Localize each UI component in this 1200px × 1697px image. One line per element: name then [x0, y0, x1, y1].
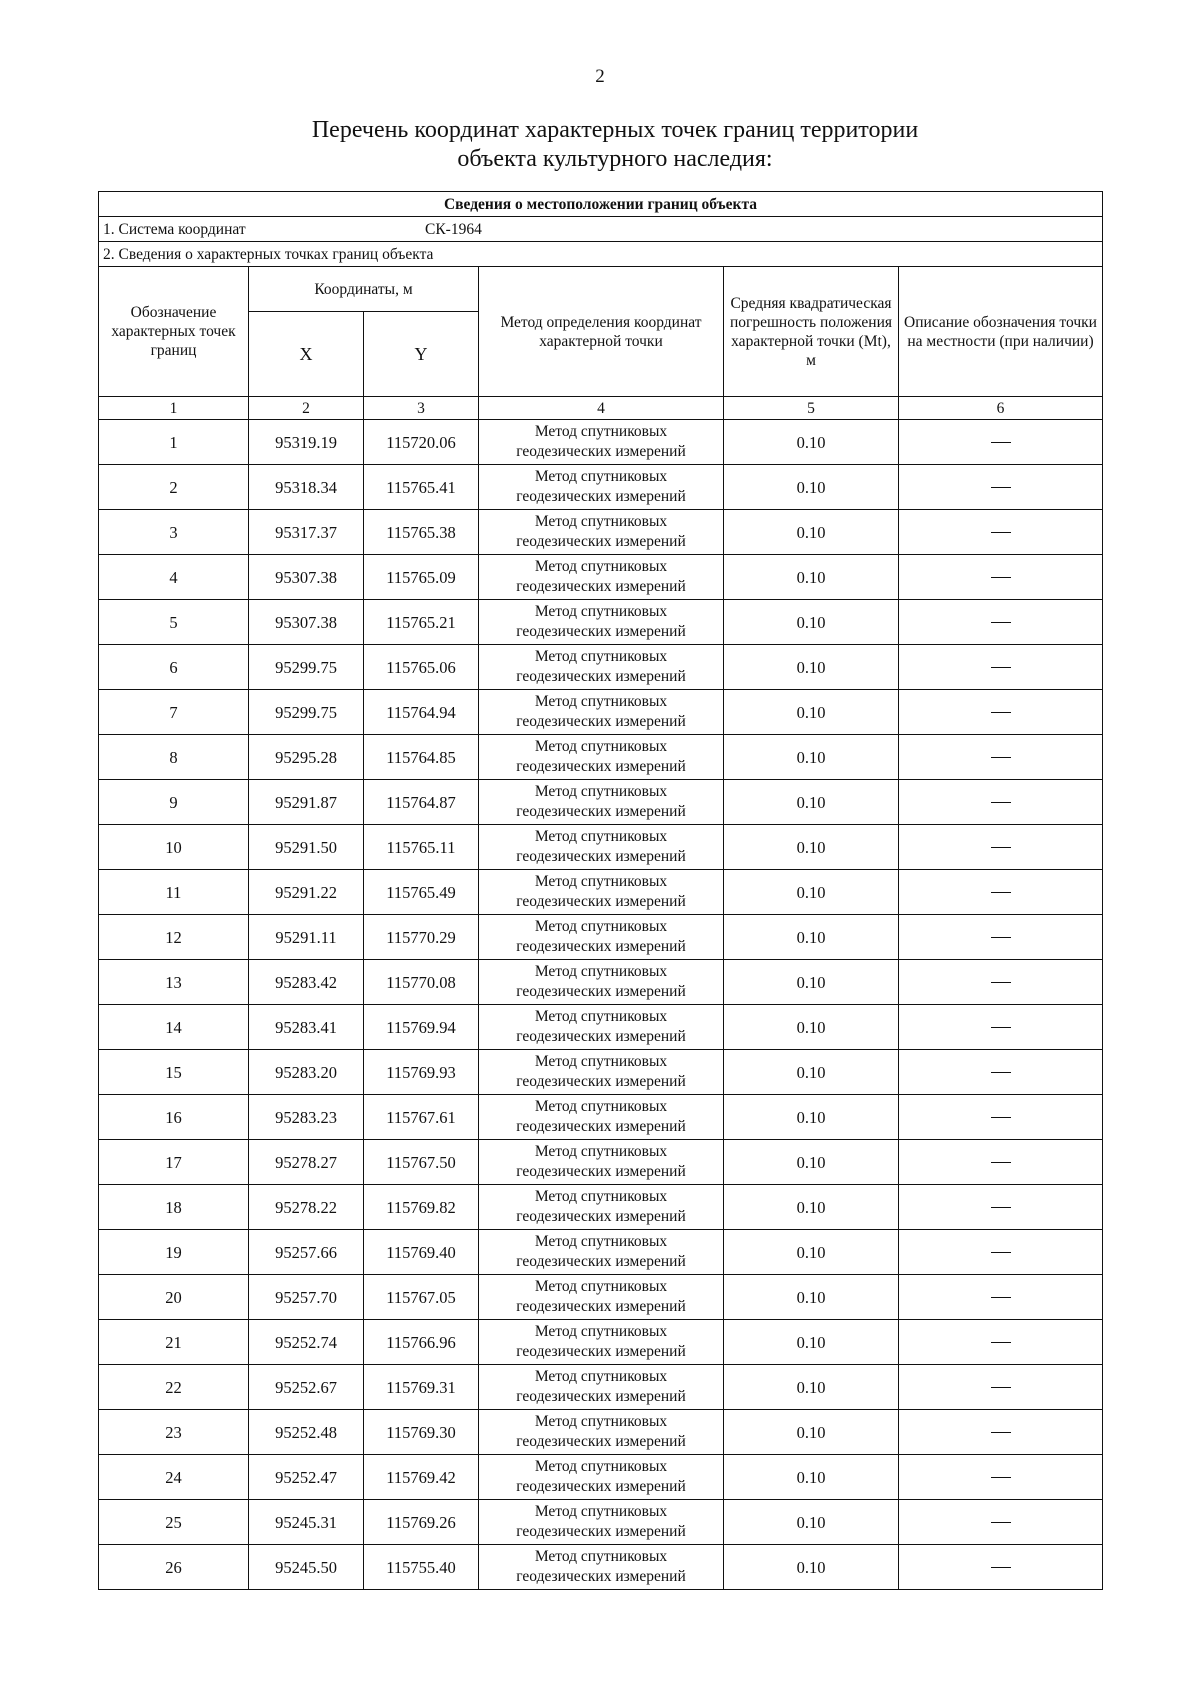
table-row [99, 465, 1103, 510]
coord-x: 95252.67 [249, 1365, 364, 1410]
dash-mark [991, 757, 1011, 758]
point-number: 13 [99, 960, 249, 1005]
point-number: 16 [99, 1095, 249, 1140]
description-cell [899, 1230, 1103, 1275]
point-number: 4 [99, 555, 249, 600]
error-value: 0.10 [724, 555, 899, 600]
point-number: 18 [99, 1185, 249, 1230]
point-number: 8 [99, 735, 249, 780]
coord-y: 115769.26 [364, 1500, 479, 1545]
coord-x: 95252.74 [249, 1320, 364, 1365]
coord-y: 115764.85 [364, 735, 479, 780]
method-line-1: Метод спутниковых [534, 1143, 668, 1160]
error-value: 0.10 [724, 1365, 899, 1410]
description-cell [899, 1095, 1103, 1140]
method-line-1: Метод спутниковых [534, 1008, 668, 1025]
method-cell [479, 735, 724, 780]
method-cell [479, 1050, 724, 1095]
coord-x: 95283.23 [249, 1095, 364, 1140]
coord-x: 95307.38 [249, 600, 364, 645]
coord-x: 95283.20 [249, 1050, 364, 1095]
method-line-2: геодезических измерений [516, 1208, 686, 1225]
table-row [99, 1050, 1103, 1095]
method-cell [479, 1275, 724, 1320]
method-line-2: геодезических измерений [516, 1298, 686, 1315]
description-cell [899, 1320, 1103, 1365]
dash-mark [991, 1297, 1011, 1298]
method-cell [479, 1500, 724, 1545]
point-number: 20 [99, 1275, 249, 1320]
coord-x: 95257.70 [249, 1275, 364, 1320]
method-line-2: геодезических измерений [516, 623, 686, 640]
table-row [99, 1545, 1103, 1590]
description-cell [899, 960, 1103, 1005]
description-cell [899, 1500, 1103, 1545]
coord-y: 115770.08 [364, 960, 479, 1005]
method-line-2: геодезических измерений [516, 803, 686, 820]
method-line-1: Метод спутниковых [534, 648, 668, 665]
col-number: 2 [249, 397, 364, 420]
coord-y: 115769.93 [364, 1050, 479, 1095]
method-cell [479, 1095, 724, 1140]
table-row [99, 735, 1103, 780]
dash-mark [991, 1342, 1011, 1343]
error-value: 0.10 [724, 870, 899, 915]
method-line-1: Метод спутниковых [534, 1098, 668, 1115]
method-line-1: Метод спутниковых [534, 468, 668, 485]
col-number: 4 [479, 397, 724, 420]
coord-y: 115769.31 [364, 1365, 479, 1410]
method-cell [479, 510, 724, 555]
table-row [99, 1320, 1103, 1365]
coordinates-table [98, 191, 1103, 1590]
description-cell [899, 1185, 1103, 1230]
error-value: 0.10 [724, 465, 899, 510]
error-value: 0.10 [724, 690, 899, 735]
method-line-1: Метод спутниковых [534, 1413, 668, 1430]
method-cell [479, 825, 724, 870]
dash-mark [991, 847, 1011, 848]
table-row [99, 645, 1103, 690]
title-line-2: объекта культурного наследия: [457, 146, 773, 172]
method-cell [479, 1185, 724, 1230]
coord-y: 115765.11 [364, 825, 479, 870]
description-cell [899, 1365, 1103, 1410]
coord-x: 95283.42 [249, 960, 364, 1005]
method-line-2: геодезических измерений [516, 983, 686, 1000]
coord-y: 115770.29 [364, 915, 479, 960]
method-line-2: геодезических измерений [516, 1523, 686, 1540]
dash-mark [991, 982, 1011, 983]
method-line-2: геодезических измерений [516, 1028, 686, 1045]
method-line-1: Метод спутниковых [534, 513, 668, 530]
point-number: 11 [99, 870, 249, 915]
col-header-x: X [249, 312, 364, 397]
method-line-2: геодезических измерений [516, 533, 686, 550]
col-number: 6 [899, 397, 1103, 420]
point-number: 15 [99, 1050, 249, 1095]
coord-y: 115769.40 [364, 1230, 479, 1275]
point-number: 25 [99, 1500, 249, 1545]
coord-y: 115765.41 [364, 465, 479, 510]
dash-mark [991, 892, 1011, 893]
error-value: 0.10 [724, 1410, 899, 1455]
coord-y: 115720.06 [364, 420, 479, 465]
dash-mark [991, 667, 1011, 668]
point-number: 24 [99, 1455, 249, 1500]
error-value: 0.10 [724, 1455, 899, 1500]
table-row [99, 690, 1103, 735]
dash-mark [991, 1207, 1011, 1208]
dash-mark [991, 802, 1011, 803]
table-row [99, 915, 1103, 960]
table-row [99, 1500, 1103, 1545]
error-value: 0.10 [724, 1095, 899, 1140]
coord-y: 115765.38 [364, 510, 479, 555]
description-cell [899, 1455, 1103, 1500]
method-line-1: Метод спутниковых [534, 1458, 668, 1475]
column-numbers-row [99, 397, 1103, 420]
table-row [99, 960, 1103, 1005]
col-header-coords: Координаты, м [249, 267, 479, 312]
dash-mark [991, 1387, 1011, 1388]
dash-mark [991, 622, 1011, 623]
method-cell [479, 555, 724, 600]
coord-x: 95257.66 [249, 1230, 364, 1275]
method-cell [479, 645, 724, 690]
point-number: 2 [99, 465, 249, 510]
table-row [99, 825, 1103, 870]
method-cell [479, 465, 724, 510]
coord-x: 95291.22 [249, 870, 364, 915]
table-row [99, 1365, 1103, 1410]
description-cell [899, 1275, 1103, 1320]
method-line-2: геодезических измерений [516, 1253, 686, 1270]
point-number: 19 [99, 1230, 249, 1275]
error-value: 0.10 [724, 1500, 899, 1545]
coord-y: 115765.49 [364, 870, 479, 915]
dash-mark [991, 1027, 1011, 1028]
method-line-2: геодезических измерений [516, 758, 686, 775]
method-line-1: Метод спутниковых [534, 423, 668, 440]
method-line-1: Метод спутниковых [534, 1503, 668, 1520]
point-number: 10 [99, 825, 249, 870]
error-value: 0.10 [724, 1545, 899, 1590]
coord-x: 95278.27 [249, 1140, 364, 1185]
coord-system-value: СК-1964 [425, 220, 482, 238]
error-value: 0.10 [724, 915, 899, 960]
point-number: 21 [99, 1320, 249, 1365]
method-line-2: геодезических измерений [516, 578, 686, 595]
error-value: 0.10 [724, 1275, 899, 1320]
method-line-2: геодезических измерений [516, 1388, 686, 1405]
point-number: 5 [99, 600, 249, 645]
table-row [99, 420, 1103, 465]
table-row [99, 1140, 1103, 1185]
dash-mark [991, 1522, 1011, 1523]
method-line-1: Метод спутниковых [534, 1053, 668, 1070]
method-line-2: геодезических измерений [516, 938, 686, 955]
coord-x: 95307.38 [249, 555, 364, 600]
table-row [99, 600, 1103, 645]
method-line-1: Метод спутниковых [534, 783, 668, 800]
description-cell [899, 600, 1103, 645]
description-cell [899, 510, 1103, 555]
point-number: 12 [99, 915, 249, 960]
col-number: 3 [364, 397, 479, 420]
coord-x: 95291.87 [249, 780, 364, 825]
dash-mark [991, 937, 1011, 938]
point-number: 22 [99, 1365, 249, 1410]
coord-y: 115764.94 [364, 690, 479, 735]
method-cell [479, 1320, 724, 1365]
table-row [99, 1185, 1103, 1230]
col-number: 5 [724, 397, 899, 420]
table-row [99, 1230, 1103, 1275]
error-value: 0.10 [724, 1320, 899, 1365]
table-row [99, 780, 1103, 825]
method-line-2: геодезических измерений [516, 1163, 686, 1180]
method-cell [479, 420, 724, 465]
coord-y: 115767.05 [364, 1275, 479, 1320]
method-line-1: Метод спутниковых [534, 1323, 668, 1340]
method-line-1: Метод спутниковых [534, 1548, 668, 1565]
method-cell [479, 1455, 724, 1500]
coord-y: 115769.82 [364, 1185, 479, 1230]
table-row [99, 870, 1103, 915]
point-number: 6 [99, 645, 249, 690]
error-value: 0.10 [724, 645, 899, 690]
error-value: 0.10 [724, 960, 899, 1005]
dash-mark [991, 532, 1011, 533]
col-number: 1 [99, 397, 249, 420]
coord-x: 95291.50 [249, 825, 364, 870]
dash-mark [991, 487, 1011, 488]
dash-mark [991, 1117, 1011, 1118]
method-line-1: Метод спутниковых [534, 738, 668, 755]
method-cell [479, 960, 724, 1005]
method-line-2: геодезических измерений [516, 443, 686, 460]
error-value: 0.10 [724, 420, 899, 465]
coord-x: 95278.22 [249, 1185, 364, 1230]
description-cell [899, 1545, 1103, 1590]
method-line-1: Метод спутниковых [534, 1278, 668, 1295]
point-number: 3 [99, 510, 249, 555]
coord-y: 115755.40 [364, 1545, 479, 1590]
error-value: 0.10 [724, 1050, 899, 1095]
section-title: Сведения о местоположении границ объекта [99, 192, 1103, 217]
error-value: 0.10 [724, 1140, 899, 1185]
method-cell [479, 1005, 724, 1050]
method-cell [479, 1545, 724, 1590]
page-title [0, 116, 1200, 174]
dash-mark [991, 1567, 1011, 1568]
method-cell [479, 915, 724, 960]
table-row [99, 555, 1103, 600]
description-cell [899, 735, 1103, 780]
method-cell [479, 780, 724, 825]
method-cell [479, 1140, 724, 1185]
method-cell [479, 1365, 724, 1410]
table-row [99, 1275, 1103, 1320]
dash-mark [991, 577, 1011, 578]
col-header-description: Описание обозначения точки на местности (при наличии) [899, 267, 1103, 397]
description-cell [899, 1140, 1103, 1185]
points-section-label: 2. Сведения о характерных точках границ объекта [99, 242, 1103, 267]
coord-y: 115765.09 [364, 555, 479, 600]
coord-x: 95291.11 [249, 915, 364, 960]
col-header-error: Средняя квадратическая погрешность положения характерной точки (Mt), м [724, 267, 899, 397]
col-header-y: Y [364, 312, 479, 397]
description-cell [899, 690, 1103, 735]
description-cell [899, 1050, 1103, 1095]
description-cell [899, 465, 1103, 510]
method-line-1: Метод спутниковых [534, 873, 668, 890]
error-value: 0.10 [724, 780, 899, 825]
method-line-1: Метод спутниковых [534, 1368, 668, 1385]
method-line-2: геодезических измерений [516, 848, 686, 865]
method-line-1: Метод спутниковых [534, 603, 668, 620]
coord-system-label: 1. Система координат [103, 220, 246, 238]
description-cell [899, 1005, 1103, 1050]
coord-x: 95295.28 [249, 735, 364, 780]
table-row [99, 1095, 1103, 1140]
page-number: 2 [595, 66, 605, 87]
point-number: 1 [99, 420, 249, 465]
dash-mark [991, 1252, 1011, 1253]
method-cell [479, 690, 724, 735]
coord-system-row [99, 217, 1103, 242]
method-line-1: Метод спутниковых [534, 558, 668, 575]
description-cell [899, 825, 1103, 870]
method-line-2: геодезических измерений [516, 1568, 686, 1585]
coord-y: 115764.87 [364, 780, 479, 825]
coord-x: 95252.47 [249, 1455, 364, 1500]
coord-y: 115769.94 [364, 1005, 479, 1050]
error-value: 0.10 [724, 600, 899, 645]
coord-x: 95317.37 [249, 510, 364, 555]
description-cell [899, 870, 1103, 915]
coord-x: 95245.50 [249, 1545, 364, 1590]
coord-y: 115766.96 [364, 1320, 479, 1365]
point-number: 7 [99, 690, 249, 735]
dash-mark [991, 442, 1011, 443]
method-line-2: геодезических измерений [516, 1478, 686, 1495]
method-line-1: Метод спутниковых [534, 1188, 668, 1205]
point-number: 23 [99, 1410, 249, 1455]
point-number: 9 [99, 780, 249, 825]
point-number: 17 [99, 1140, 249, 1185]
dash-mark [991, 1162, 1011, 1163]
description-cell [899, 915, 1103, 960]
table-row [99, 1455, 1103, 1500]
error-value: 0.10 [724, 1230, 899, 1275]
method-line-2: геодезических измерений [516, 1343, 686, 1360]
coord-x: 95318.34 [249, 465, 364, 510]
description-cell [899, 420, 1103, 465]
coord-y: 115767.50 [364, 1140, 479, 1185]
description-cell [899, 780, 1103, 825]
error-value: 0.10 [724, 825, 899, 870]
col-header-designation: Обозначение характерных точек границ [99, 267, 249, 397]
dash-mark [991, 1432, 1011, 1433]
method-line-2: геодезических измерений [516, 1118, 686, 1135]
error-value: 0.10 [724, 1185, 899, 1230]
coord-y: 115765.06 [364, 645, 479, 690]
coord-x: 95319.19 [249, 420, 364, 465]
method-line-2: геодезических измерений [516, 713, 686, 730]
error-value: 0.10 [724, 1005, 899, 1050]
coord-y: 115769.42 [364, 1455, 479, 1500]
point-number: 26 [99, 1545, 249, 1590]
coord-x: 95299.75 [249, 645, 364, 690]
method-line-2: геодезических измерений [516, 488, 686, 505]
title-line-1: Перечень координат характерных точек границ территории [311, 117, 919, 143]
description-cell [899, 555, 1103, 600]
method-line-1: Метод спутниковых [534, 828, 668, 845]
coord-x: 95245.31 [249, 1500, 364, 1545]
method-line-1: Метод спутниковых [534, 963, 668, 980]
dash-mark [991, 712, 1011, 713]
method-line-2: геодезических измерений [516, 1073, 686, 1090]
method-cell [479, 1230, 724, 1275]
method-line-2: геодезических измерений [516, 893, 686, 910]
col-header-method: Метод определения координат характерной точки [479, 267, 724, 397]
table-row [99, 1410, 1103, 1455]
table-row [99, 510, 1103, 555]
method-line-1: Метод спутниковых [534, 918, 668, 935]
method-line-2: геодезических измерений [516, 1433, 686, 1450]
description-cell [899, 645, 1103, 690]
coord-x: 95299.75 [249, 690, 364, 735]
coord-x: 95283.41 [249, 1005, 364, 1050]
coord-y: 115767.61 [364, 1095, 479, 1140]
error-value: 0.10 [724, 510, 899, 555]
dash-mark [991, 1477, 1011, 1478]
method-cell [479, 870, 724, 915]
point-number: 14 [99, 1005, 249, 1050]
method-cell [479, 1410, 724, 1455]
description-cell [899, 1410, 1103, 1455]
coord-x: 95252.48 [249, 1410, 364, 1455]
method-line-1: Метод спутниковых [534, 1233, 668, 1250]
method-line-2: геодезических измерений [516, 668, 686, 685]
coord-y: 115769.30 [364, 1410, 479, 1455]
coord-y: 115765.21 [364, 600, 479, 645]
dash-mark [991, 1072, 1011, 1073]
method-cell [479, 600, 724, 645]
error-value: 0.10 [724, 735, 899, 780]
table-row [99, 1005, 1103, 1050]
method-line-1: Метод спутниковых [534, 693, 668, 710]
